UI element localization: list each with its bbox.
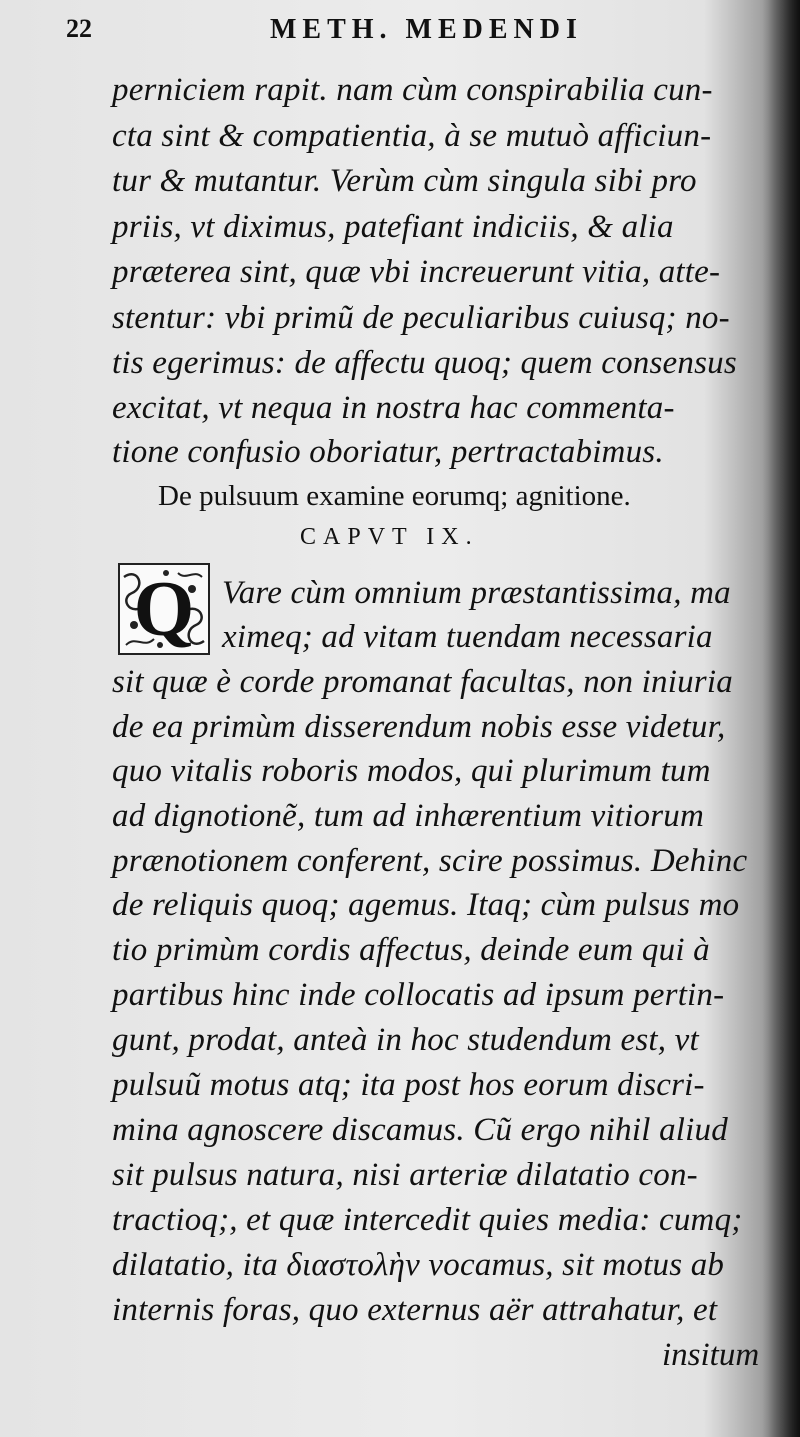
text-line: sit pulsus natura, nisi arteriæ dilatatio con- [112, 1157, 698, 1193]
text-line: pulsuũ motus atq; ita post hos eorum discri- [112, 1067, 705, 1103]
text-line: de ea primùm disserendum nobis esse videtur, [112, 709, 726, 745]
text-line: præterea sint, quæ vbi increuerunt vitia, atte- [112, 254, 721, 290]
text-line: ad dignotionẽ, tum ad inhærentium vitiorum [112, 798, 704, 834]
catchword: insitum [662, 1337, 760, 1373]
text-line: quo vitalis roboris modos, qui plurimum tum [112, 753, 711, 789]
page-number: 22 [66, 14, 92, 43]
text-line: tis egerimus: de affectu quoq; quem consensus [112, 345, 737, 381]
binding-shadow [762, 0, 800, 1437]
text-line: tione confusio oboriatur, pertractabimus. [112, 434, 664, 470]
text-line: tio primùm cordis affectus, deinde eum qui à [112, 932, 710, 968]
text-line: de reliquis quoq; agemus. Itaq; cùm pulsus mo [112, 887, 740, 923]
ornamental-initial-icon [118, 563, 210, 655]
text-line: cta sint & compatientia, à se mutuò afficiun- [112, 118, 712, 154]
text-line: perniciem rapit. nam cùm conspirabilia cun- [112, 72, 713, 108]
text-line: stentur: vbi primũ de peculiaribus cuiusq; no- [112, 300, 730, 336]
text-line: ximeq; ad vitam tuendam necessaria [222, 619, 713, 655]
text-line: sit quæ è corde promanat facultas, non iniuria [112, 664, 733, 700]
text-line: Vare cùm omnium præstantissima, ma [222, 575, 731, 611]
text-line: mina agnoscere discamus. Cũ ergo nihil aliud [112, 1112, 728, 1148]
text-line: tractioq;, et quæ intercedit quies media: cumq; [112, 1202, 743, 1238]
text-line: partibus hinc inde collocatis ad ipsum pertin- [112, 977, 725, 1013]
text-line: prænotionem conferent, scire possimus. Dehinc [112, 843, 748, 879]
text-line: gunt, prodat, anteà in hoc studendum est, vt [112, 1022, 699, 1058]
text-line: internis foras, quo externus aër attrahatur, et [112, 1292, 718, 1328]
text-line: dilatatio, ita διαστολὴν vocamus, sit motus ab [112, 1247, 725, 1283]
chapter-label: CAPVT IX. [300, 524, 479, 550]
text-line: priis, vt diximus, patefiant indiciis, & alia [112, 209, 674, 245]
chapter-title: De pulsuum examine eorumq; agnitione. [158, 480, 631, 512]
running-title: METH. MEDENDI [270, 14, 583, 45]
text-line: excitat, vt nequa in nostra hac commenta- [112, 390, 675, 426]
text-line: tur & mutantur. Verùm cùm singula sibi pro [112, 163, 697, 199]
initial-letter: Q [133, 565, 195, 652]
